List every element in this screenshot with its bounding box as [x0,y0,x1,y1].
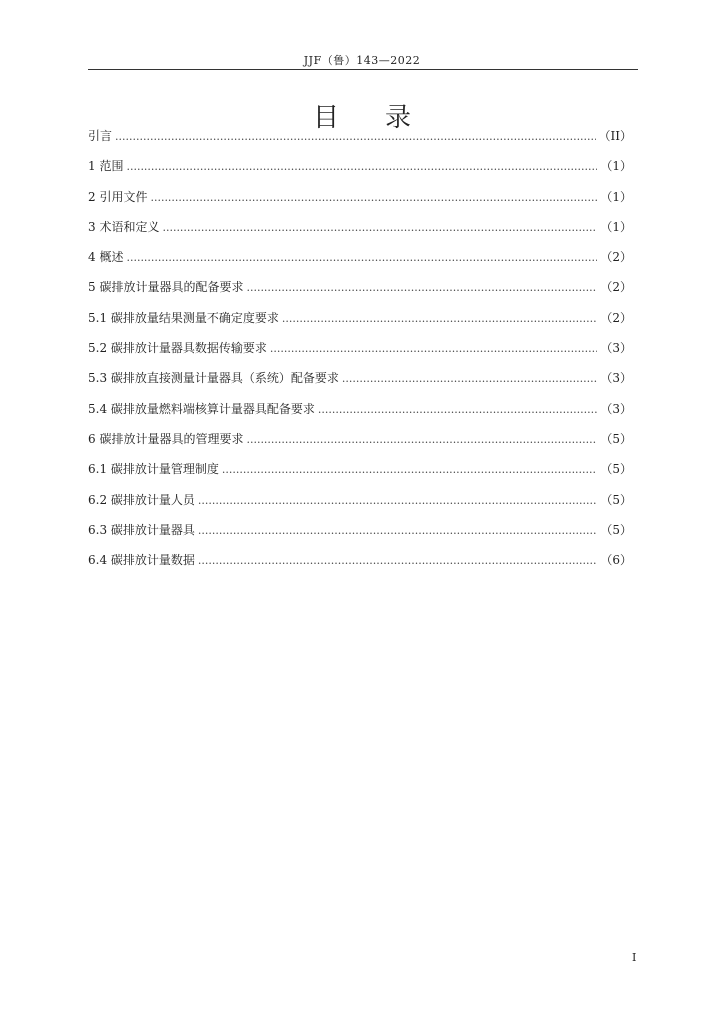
toc-dot-leader [246,431,597,449]
toc-dot-leader [115,128,596,146]
toc-entry[interactable] [88,491,632,521]
toc-dot-leader [222,461,597,479]
toc-entry-page: （II） [598,129,632,143]
toc-entry-page: （2） [600,310,632,325]
toc-entry-label: 5.1 碳排放量结果测量不确定度要求 [88,310,279,325]
toc-entry[interactable] [88,309,632,339]
toc-entry-page: （5） [600,492,632,507]
toc-entry-page: （3） [600,371,632,386]
toc-entry[interactable] [88,339,632,369]
toc-entry-page: （3） [600,401,632,416]
toc-entry-label: 4 概述 [88,250,124,265]
toc-dot-leader [270,340,597,358]
toc-entry-label: 6.4 碳排放计量数据 [88,553,195,568]
toc-dot-leader [126,158,597,176]
toc-entry[interactable] [88,248,632,278]
toc-entry-page: （1） [600,219,632,234]
toc-entry-label: 3 术语和定义 [88,219,160,234]
toc-dot-leader [162,219,597,237]
toc-entry[interactable] [88,400,632,430]
toc-entry[interactable] [88,157,632,187]
toc-entry-label: 5.4 碳排放量燃料端核算计量器具配备要求 [88,401,315,416]
toc-entry-label: 5.2 碳排放计量器具数据传输要求 [88,341,267,356]
toc-title: 目录 [312,103,457,134]
toc-entry-page: （1） [600,189,632,204]
toc-entry-label: 6.3 碳排放计量器具 [88,522,195,537]
toc-entry-label: 引言 [88,129,113,143]
toc-entry-label: 2 引用文件 [88,189,148,204]
toc-entry-page: （5） [600,431,632,446]
toc-entry[interactable] [88,218,632,248]
toc-dot-leader [318,401,597,419]
toc-entry-page: （2） [600,250,632,265]
toc-entry[interactable] [88,188,632,218]
toc-entry-page: （3） [600,341,632,356]
toc-entry[interactable] [88,127,632,157]
toc-dot-leader [126,249,597,267]
toc-entry-page: （5） [600,522,632,537]
toc-entry[interactable] [88,430,632,460]
toc-dot-leader [246,279,597,297]
toc-entry-label: 5 碳排放计量器具的配备要求 [88,280,244,295]
toc-entry-label: 6 碳排放计量器具的管理要求 [88,431,244,446]
toc-dot-leader [198,552,597,570]
toc-dot-leader [198,522,597,540]
toc-dot-leader [342,370,597,388]
page-number: I [632,951,637,964]
toc-entry-page: （6） [600,553,632,568]
toc-entry-page: （1） [600,159,632,174]
toc-entry[interactable] [88,551,632,581]
header-divider [88,69,638,70]
toc-dot-leader [198,492,597,510]
toc-entry[interactable] [88,369,632,399]
toc-entry-label: 1 范围 [88,159,124,174]
toc-entry-label: 6.2 碳排放计量人员 [88,492,195,507]
toc-entry[interactable] [88,460,632,490]
toc-dot-leader [282,310,597,328]
document-code-header: JJF（鲁）143—2022 [303,54,421,67]
toc-entry[interactable] [88,521,632,551]
toc-entry-page: （2） [600,280,632,295]
toc-dot-leader [150,189,597,207]
toc-entry-label: 5.3 碳排放直接测量计量器具（系统）配备要求 [88,371,339,386]
table-of-contents [88,127,632,581]
toc-entry-label: 6.1 碳排放计量管理制度 [88,462,219,477]
toc-entry[interactable] [88,278,632,308]
toc-entry-page: （5） [600,462,632,477]
